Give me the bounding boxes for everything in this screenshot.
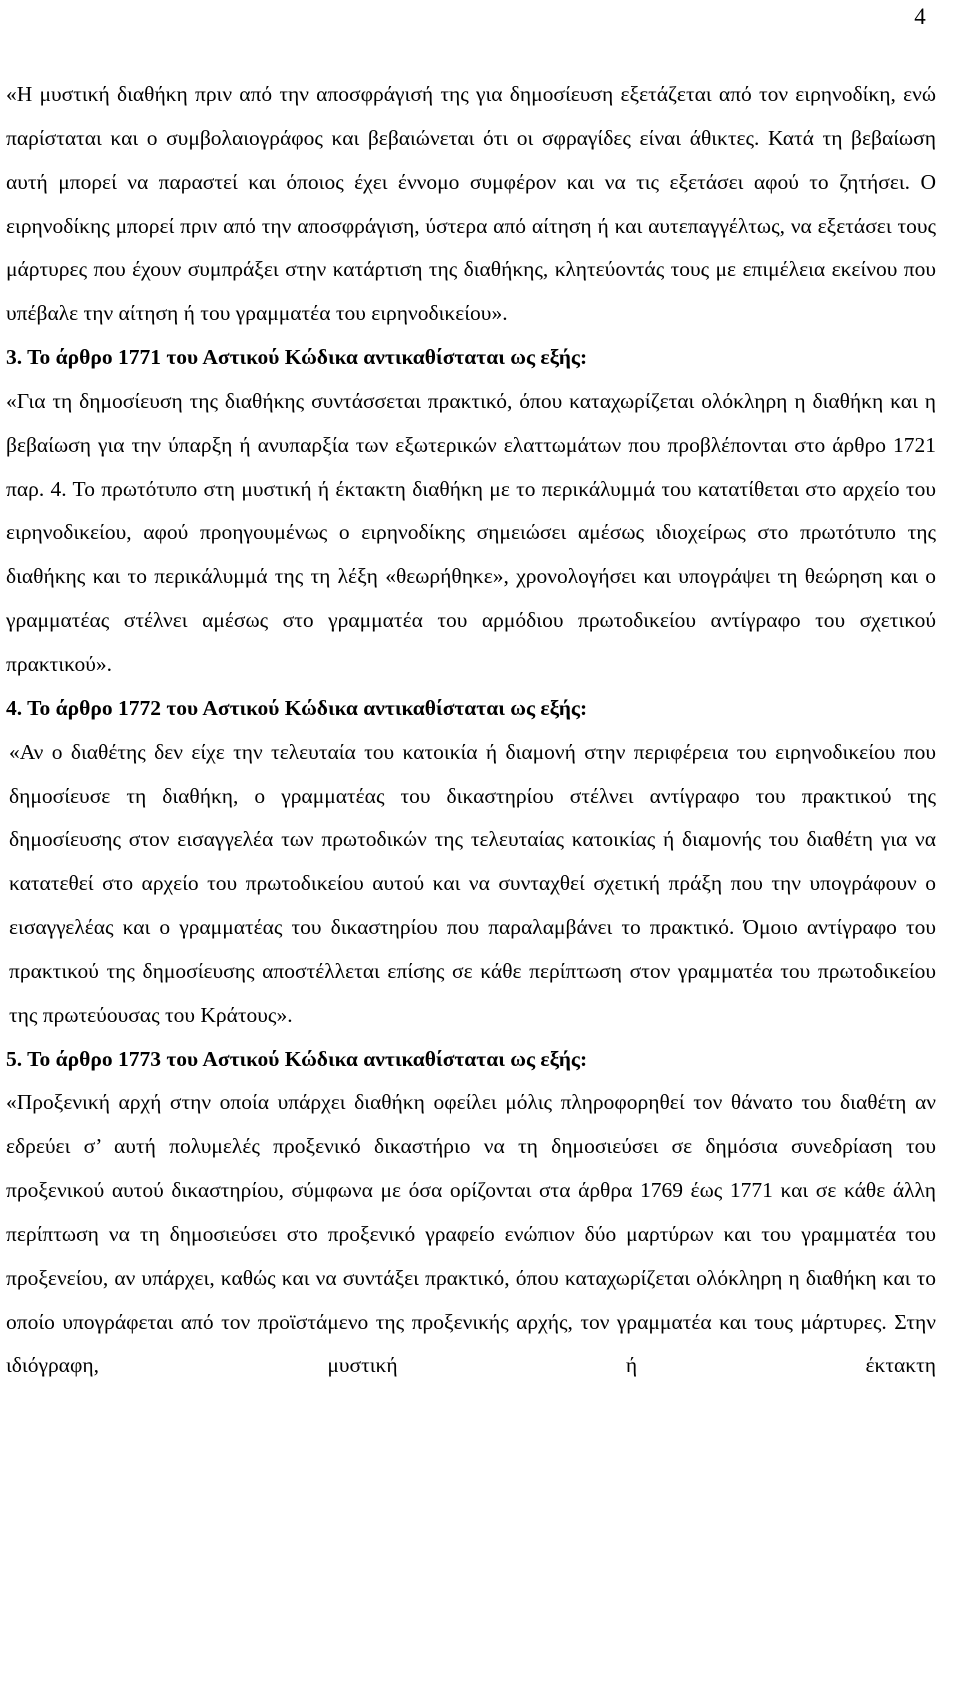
article-1773-heading: 5. Το άρθρο 1773 του Αστικού Κώδικα αντικαθίσταται ως εξής: <box>6 1046 588 1071</box>
article-1771-heading: 3. Το άρθρο 1771 του Αστικού Κώδικα αντικαθίσταται ως εξής: <box>6 345 588 370</box>
paragraph-4: «Αν ο διαθέτης δεν είχε την τελευταία του κατοικία ή διαμονή στην περιφέρεια του ειρηνοδικείου που δημοσίευσε τη διαθήκη, ο γραμματέας του δικαστηρίου στέλνει αντίγραφο του πρακτικού της δημοσίευσης στον εισαγγελέα των πρωτοδικών της τελευταίας κατοικίας ή διαμονής του διαθέτη για να κατατεθεί στο αρχείο του πρωτοδικείου αυτού και να συνταχθεί σχετική πράξη που την υπογράφουν ο εισαγγελέας και ο γραμματέας του δικαστηρίου που παραλαμβάνει το πρακτικό. Όμοιο αντίγραφο του πρακτικού της δημοσίευσης αποστέλλεται επίσης σε κάθε περίπτωση στον γραμματέα του πρωτοδικείου της πρωτεύουσας του Κράτους». <box>9 739 936 1027</box>
paragraph-3: «Για τη δημοσίευση της διαθήκης συντάσσεται πρακτικό, όπου καταχωρίζεται ολόκληρη η διαθήκη και η βεβαίωση για την ύπαρξη ή ανυπαρξία των εξωτερικών ελαττωμάτων που προβλέπονται στο άρθρο 1721 παρ. 4. Το πρωτότυπο στη μυστική ή έκτακτη διαθήκη με το περικάλυμμά του κατατίθεται στο αρχείο του ειρηνοδικείου, αφού προηγουμένως ο ειρηνοδίκης σημειώσει αμέσως ιδιοχείρως στο πρωτότυπο της διαθήκης και το περικάλυμμά της τη λέξη «θεωρήθηκε», χρονολογήσει και υπογράψει τη θεώρηση και ο γραμματέας στέλνει αμέσως στο γραμματέα του αρμόδιου πρωτοδικείου αντίγραφο του σχετικού πρακτικού». <box>6 388 936 676</box>
page-number: 4 <box>914 4 926 29</box>
document-body <box>6 73 936 1388</box>
paragraph-5: «Προξενική αρχή στην οποία υπάρχει διαθήκη οφείλει μόλις πληροφορηθεί τον θάνατο του διαθέτη αν εδρεύει σ’ αυτή πολυμελές προξενικό δικαστήριο να τη δημοσιεύσει σε δημόσια συνεδρίαση του προξενικού αυτού δικαστηρίου, σύμφωνα με όσα ορίζονται στα άρθρα 1769 έως 1771 και σε κάθε άλλη περίπτωση να τη δημοσιεύσει στο προξενικό γραφείο ενώπιον δύο μαρτύρων και του γραμματέα του προξενείου, αν υπάρχει, καθώς και να συντάξει πρακτικό, όπου καταχωρίζεται ολόκληρη η διαθήκη και το οποίο υπογράφεται από τον προϊστάμενο της προξενικής αρχής, τον γραμματέα και τους μάρτυρες. Στην ιδιόγραφη, μυστική ή έκτακτη <box>6 1090 936 1378</box>
paragraph-1: «Η μυστική διαθήκη πριν από την αποσφράγισή της για δημοσίευση εξετάζεται από τον ειρηνοδίκη, ενώ παρίσταται και ο συμβολαιογράφος και βεβαιώνεται ότι οι σφραγίδες είναι άθικτες. Κατά τη βεβαίωση αυτή μπορεί να παραστεί και όποιος έχει έννομο συμφέρον και να τις εξετάσει αφού το ζητήσει. Ο ειρηνοδίκης μπορεί πριν από την αποσφράγιση, ύστερα από αίτηση ή και αυτεπαγγέλτως, να εξετάσει τους μάρτυρες που έχουν συμπράξει στην κατάρτιση της διαθήκης, κλητεύοντάς τους με επιμέλεια εκείνου που υπέβαλε την αίτηση ή του γραμματέα του ειρηνοδικείου». <box>6 82 936 326</box>
article-1772-heading: 4. Το άρθρο 1772 του Αστικού Κώδικα αντικαθίσταται ως εξής: <box>6 695 588 720</box>
